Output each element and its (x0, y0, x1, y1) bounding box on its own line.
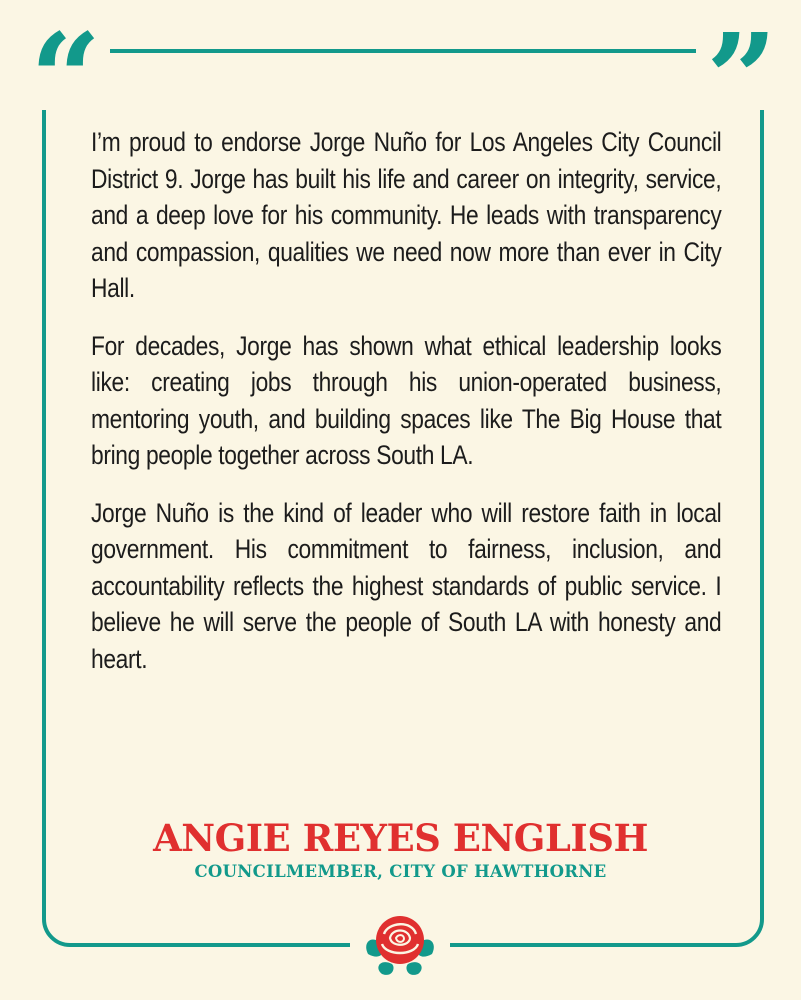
rose-leaf-bottom-right (406, 962, 421, 975)
paragraph-3: Jorge Nuño is the kind of leader who will restore faith in local government. His commitment to fairness, inclusion, and accountability reflects the highest standards of public service. I believe he will serve the people of South LA with honesty and heart. (91, 497, 722, 674)
close-quote-icon: ” (706, 7, 778, 152)
open-quote-icon: “ (30, 7, 102, 152)
endorsement-text (91, 124, 721, 698)
rose-icon (360, 904, 440, 984)
author-name: ANGIE REYES ENGLISH (153, 816, 648, 860)
paragraph-1: I’m proud to endorse Jorge Nuño for Los Angeles City Council District 9. Jorge has built his life and career on integrity, service, and a deep love for his community. He leads with transparency and compassion, qualities we need now more than ever in City Hall. (91, 127, 722, 303)
paragraph-2: For decades, Jorge has shown what ethical leadership looks like: creating jobs through his union-operated business, mentoring youth, and building spaces like The Big House that bring people together across South LA. (91, 330, 722, 470)
rose-leaf-bottom-left (378, 962, 393, 975)
author-title: COUNCILMEMBER, CITY OF HAWTHORNE (194, 862, 607, 881)
